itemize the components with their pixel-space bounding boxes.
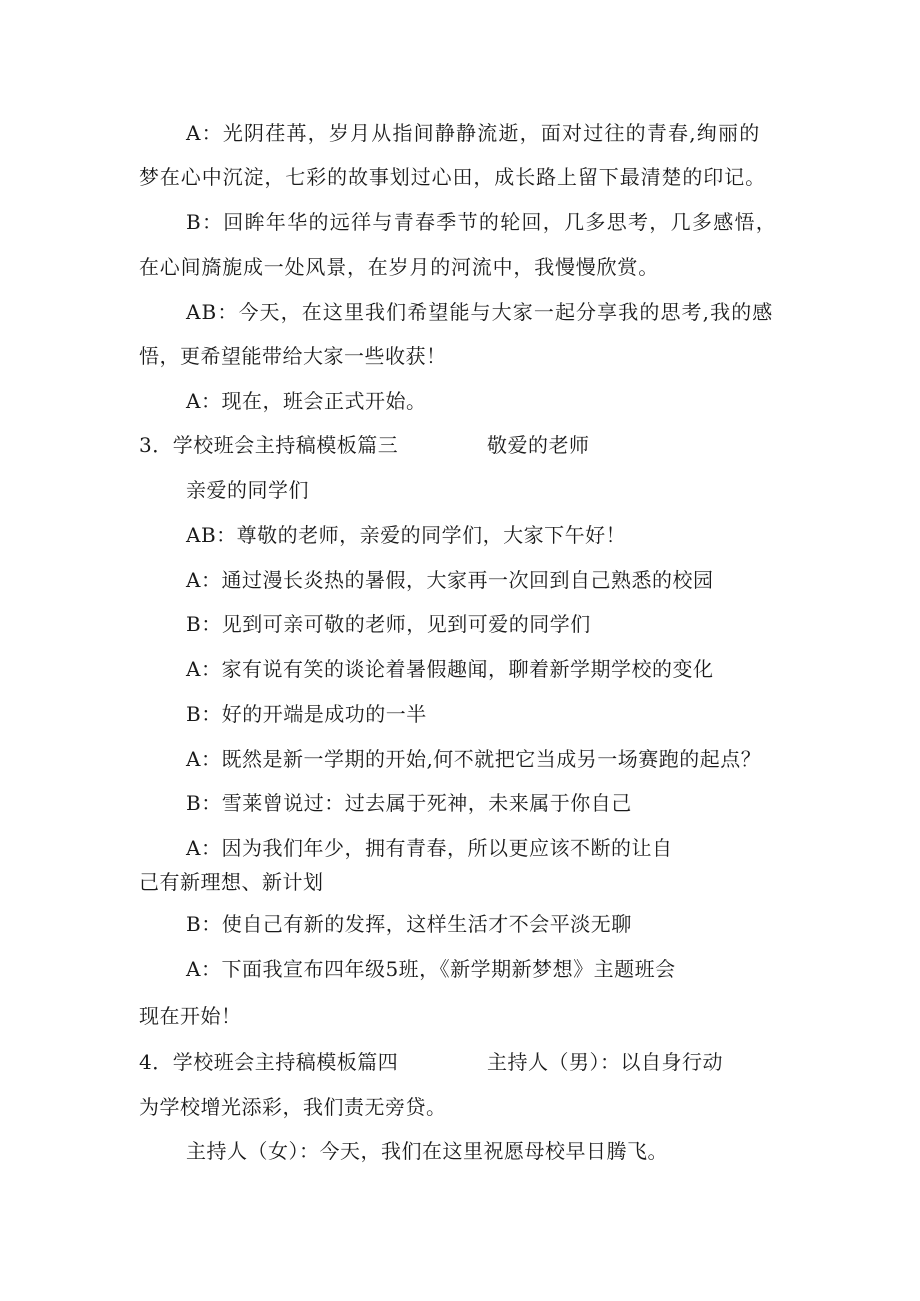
paragraph-line: B：见到可亲可敬的老师，见到可爱的同学们 [186, 612, 591, 636]
paragraph-line: 在心间旖旎成一处风景，在岁月的河流中，我慢慢欣赏。 [139, 255, 659, 279]
paragraph-line: A：通过漫长炎热的暑假，大家再一次回到自己熟悉的校园 [186, 568, 714, 592]
paragraph-line: 亲爱的同学们 [186, 478, 309, 502]
paragraph-line: B：回眸年华的远徉与青春季节的轮回，几多思考，几多感悟， [186, 210, 778, 234]
paragraph-line: A：既然是新一学期的开始,何不就把它当成另一场赛跑的起点？ [186, 747, 762, 771]
paragraph-line: 悟，更希望能带给大家一些收获！ [139, 344, 447, 368]
paragraph-line: 主持人（女）：今天，我们在这里祝愿母校早日腾飞。 [186, 1139, 668, 1163]
paragraph-line: A：下面我宣布四年级5班，《新学期新梦想》主题班会 [186, 957, 676, 981]
section-heading: 3．学校班会主持稿模板篇三 [139, 433, 399, 457]
paragraph-line: AB：尊敬的老师，亲爱的同学们，大家下午好！ [186, 523, 627, 547]
paragraph-line: A：现在，班会正式开始。 [186, 389, 427, 413]
paragraph-line: A：家有说有笑的谈论着暑假趣闻，聊着新学期学校的变化 [186, 657, 714, 681]
paragraph-line: A：因为我们年少，拥有青春，所以更应该不断的让自 [186, 836, 673, 860]
paragraph-line: 梦在心中沉淀，七彩的故事划过心田，成长路上留下最清楚的印记。 [139, 165, 766, 189]
paragraph-line: 现在开始！ [139, 1004, 242, 1028]
paragraph-line: 敬爱的老师 [487, 433, 590, 457]
paragraph-line: 主持人（男）：以自身行动 [487, 1050, 723, 1074]
paragraph-line: B：雪莱曾说过：过去属于死神，未来属于你自己 [186, 791, 632, 815]
section-heading: 4．学校班会主持稿模板篇四 [139, 1050, 399, 1074]
paragraph-line: AB：今天，在这里我们希望能与大家一起分享我的思考,我的感 [186, 300, 774, 324]
paragraph-line: 为学校增光添彩，我们责无旁贷。 [139, 1095, 447, 1119]
paragraph-line: A：光阴荏苒，岁月从指间静静流逝，面对过往的青春,绚丽的 [186, 121, 761, 145]
paragraph-line: B：使自己有新的发挥，这样生活才不会平淡无聊 [186, 912, 632, 936]
paragraph-line: B：好的开端是成功的一半 [186, 702, 427, 726]
paragraph-line: 己有新理想、新计划 [139, 870, 324, 894]
